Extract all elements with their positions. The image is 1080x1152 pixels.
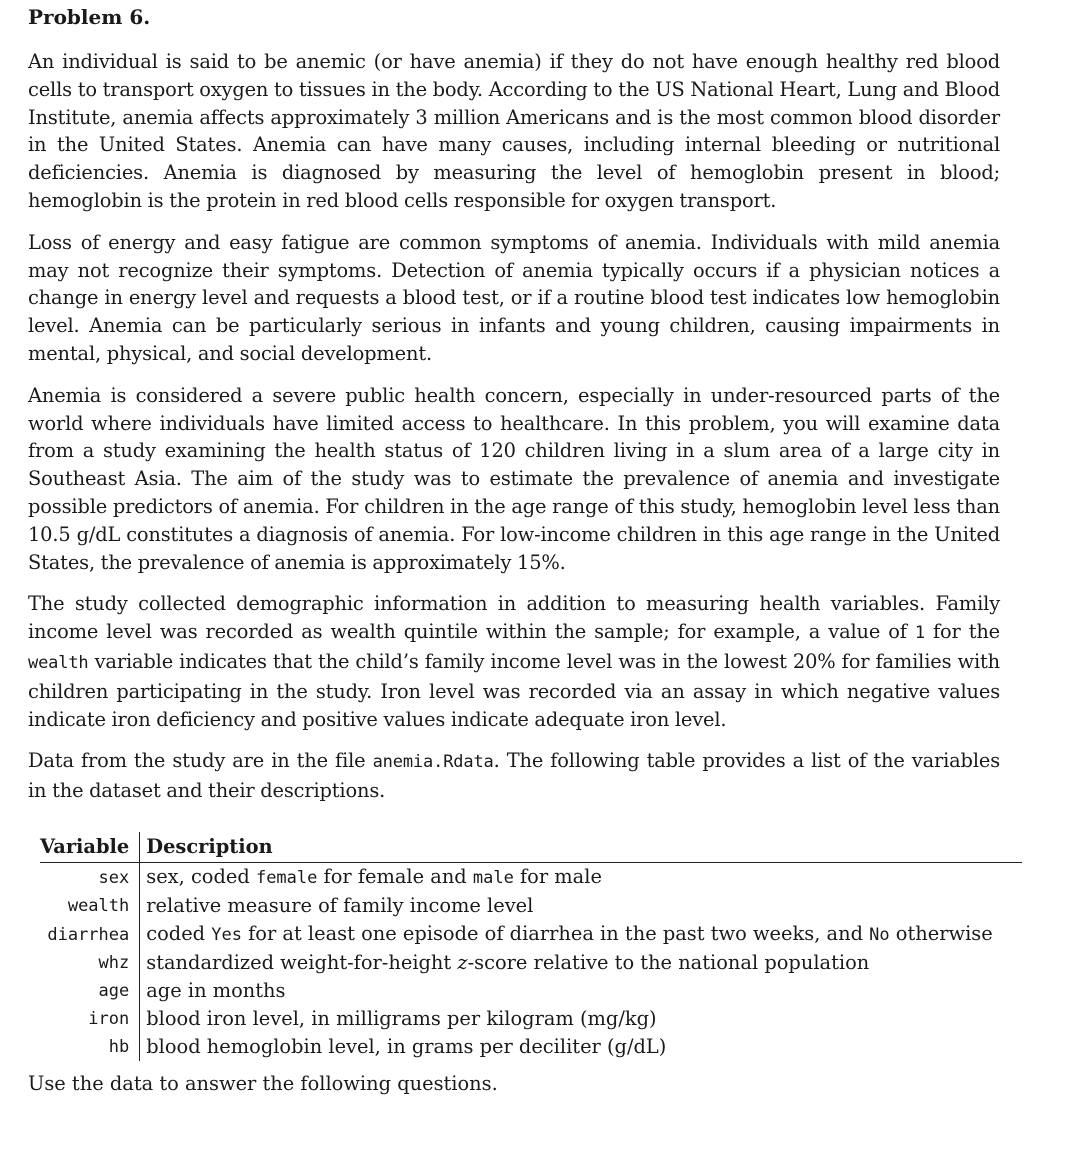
code-value: No [869,925,890,945]
variable-name: wealth [40,892,140,920]
variable-name: age [40,977,140,1005]
text-segment: for female and [317,865,473,888]
code-file-name: anemia.Rdata [372,752,494,773]
variable-description [140,1033,1023,1061]
problem-title: Problem 6. [28,5,151,29]
code-value: female [255,868,318,888]
paragraph-demographics [28,590,1000,733]
table-row [40,892,1022,920]
closing-instruction: Use the data to answer the following questions. [28,1072,498,1095]
text-segment: relative measure of family income level [146,894,534,917]
variable-name: whz [40,949,140,977]
text-segment: Data from the study are in the file [28,749,373,773]
variable-name: iron [40,1005,140,1033]
paragraph-symptoms: Loss of energy and easy fatigue are common symptoms of anemia. Individuals with mild anemia may not recognize their symptoms. Detection of anemia typically occurs if a physician notices a change in energy level and requests a blood test, or if a routine blood test indicates low hemoglobin level. Anemia can be particularly serious in infants and young children, causing impairments in mental, physical, and social development. [28,230,1000,365]
problem-document [28,4,1000,819]
variable-description [140,977,1023,1005]
text-segment: blood iron level, in milligrams per kilogram (mg/kg) [146,1007,657,1030]
code-variable-name: wealth [28,652,89,673]
variable-description [140,863,1023,893]
variable-description [140,892,1023,920]
table-row [40,1005,1022,1033]
text-segment: for the [924,620,1001,644]
code-value: male [472,868,514,888]
variable-description [140,1005,1023,1033]
paragraph-study-description: Anemia is considered a severe public health concern, especially in under-resourced parts of the world where individuals have limited access to healthcare. In this problem, you will examine data from a study examining the health status of 120 children living in a slum area of a large city in Southeast Asia. The aim of the study was to estimate the prevalence of anemia and investigate possible predictors of anemia. For children in the age range of this study, hemoglobin level less than 10.5 g/dL constitutes a diagnosis of anemia. For low-income children in this age range in the United States, the prevalence of anemia is approximately 15%. [28,383,1000,574]
table-header-row [40,832,1022,863]
paragraph-data-file [28,747,1000,805]
code-value: Yes [211,925,242,945]
italic-symbol: z [457,951,468,974]
code-value: 1 [914,623,925,644]
text-segment: otherwise [889,922,993,945]
table-row [40,977,1022,1005]
text-segment: for at least one episode of diarrhea in the past two weeks, and [241,922,870,945]
table-row [40,863,1022,893]
variable-name: sex [40,863,140,893]
header-variable: Variable [40,832,140,863]
variables-table [40,832,1022,1061]
text-segment: age in months [146,979,286,1002]
text-segment: blood hemoglobin level, in grams per deciliter (g/dL) [146,1035,667,1058]
text-segment: . The following table provides a list of the variables in the dataset and their descriptions. [28,749,1000,803]
text-segment: standardized weight-for-height [146,951,458,974]
text-segment: variable indicates that the child’s family income level was in the lowest 20% for families with children participating in the study. Iron level was recorded via an assay in which negative values indicate iron deficiency and positive values indicate adequate iron level. [28,649,1000,731]
variable-description [140,949,1023,977]
text-segment: for male [513,865,602,888]
text-segment: The study collected demographic information in addition to measuring health variables. Family income level was recorded as wealth quintile within the sample; for example, a value of [28,592,1000,644]
table-row [40,949,1022,977]
text-segment: -score relative to the national population [467,951,870,974]
table-row [40,1033,1022,1061]
paragraph-anemia-definition: An individual is said to be anemic (or have anemia) if they do not have enough healthy red blood cells to transport oxygen to tissues in the body. According to the US National Heart, Lung and Blood Institute, anemia affects approximately 3 million Americans and is the most common blood disorder in the United States. Anemia can have many causes, including internal bleeding or nutritional deficiencies. Anemia is diagnosed by measuring the level of hemoglobin present in blood; hemoglobin is the protein in red blood cells responsible for oxygen transport. [28,50,1000,212]
variable-name: diarrhea [40,920,140,949]
variable-description [140,920,1023,949]
variable-name: hb [40,1033,140,1061]
table-row [40,920,1022,949]
header-description: Description [146,835,273,858]
text-segment: coded [146,922,212,945]
text-segment: sex, coded [146,865,256,888]
